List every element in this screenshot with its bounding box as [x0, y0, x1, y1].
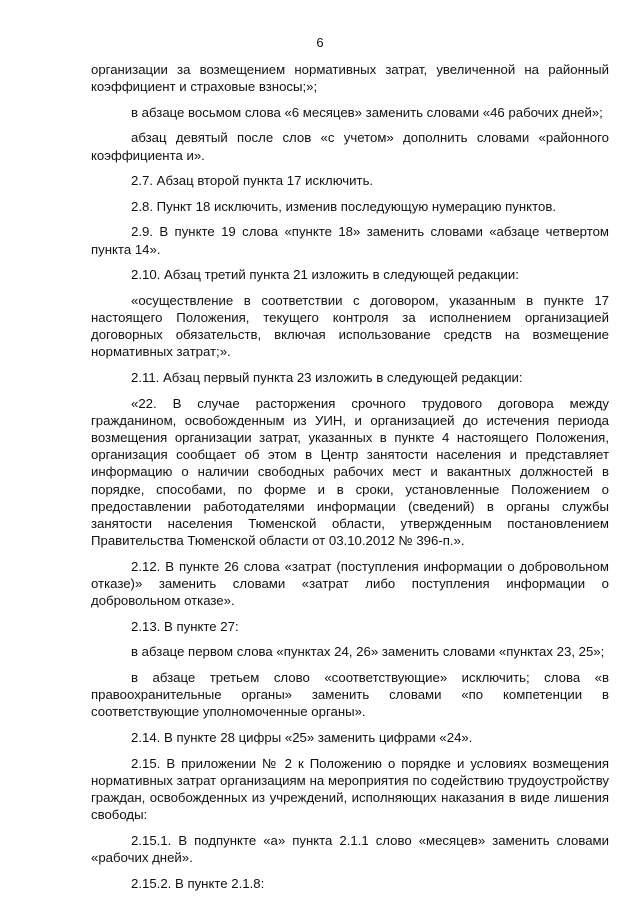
paragraph: в абзаце восьмом слова «6 месяцев» заменить словами «46 рабочих дней»; [131, 104, 603, 120]
paragraph: 2.11. Абзац первый пункта 23 изложить в следующей редакции: [131, 369, 523, 385]
paragraph: в абзаце третьем слово «соответствующие» исключить; слова «в правоохранительные органы» заменить словами «по компетенции в соответствующие уполномоченные органы». [91, 669, 609, 720]
paragraph: 2.12. В пункте 26 слова «затрат (поступления информации о добровольном отказе)» заменить словами «затрат либо поступления информации о добровольном отказе». [91, 558, 609, 609]
paragraph: 2.14. В пункте 28 цифры «25» заменить цифрами «24». [131, 729, 473, 745]
paragraph: в абзаце первом слова «пунктах 24, 26» заменить словами «пунктах 23, 25»; [131, 644, 605, 660]
paragraph: организации за возмещением нормативных затрат, увеличенной на районный коэффициент и страховые взносы;»; [91, 62, 609, 95]
paragraph: 2.7. Абзац второй пункта 17 исключить. [131, 173, 374, 189]
paragraph: 2.15.2. В пункте 2.1.8: [131, 875, 265, 891]
paragraph: «22. В случае расторжения срочного трудового договора между гражданином, освобожденным из УИН, и организацией до истечения периода возмещения организации затрат, указанных в пункте 4 настоящего Положения, организация сообщает об этом в Центр занятости населения и представляет информацию о наличии свободных рабочих мест и вакантных должностей в порядке, способами, по форме и в сроки, установленные Положением о предоставлении работодателями информации (сведений) в органы службы занятости населения Тюменской области, утвержденным постановлением Правительства Тюменской области от 03.10.2012 № 396-п.». [91, 395, 609, 549]
paragraph: 2.13. В пункте 27: [131, 618, 239, 634]
paragraph: 2.15.1. В подпункте «а» пункта 2.1.1 слово «месяцев» заменить словами «рабочих дней». [91, 832, 609, 865]
page-number: 6 [316, 35, 324, 50]
paragraph: 2.15. В приложении № 2 к Положению о порядке и условиях возмещения нормативных затрат организациям на мероприятия по содействию трудоустройству граждан, освобожденных из учреждений, исполняющих наказания в виде лишения свободы: [91, 755, 609, 823]
document-body [91, 61, 609, 900]
paragraph: 2.10. Абзац третий пункта 21 изложить в следующей редакции: [131, 267, 519, 283]
paragraph: 2.9. В пункте 19 слова «пункте 18» заменить словами «абзаце четвертом пункта 14». [91, 224, 609, 257]
paragraph: абзац девятый после слов «с учетом» дополнить словами «районного коэффициента и». [91, 130, 609, 163]
paragraph: 2.8. Пункт 18 исключить, изменив последующую нумерацию пунктов. [131, 198, 556, 214]
paragraph: «осуществление в соответствии с договором, указанным в пункте 17 настоящего Положения, текущего контроля за исполнением организацией договорных обязательств, включая использование средств на возмещение нормативных затрат;». [91, 292, 609, 360]
